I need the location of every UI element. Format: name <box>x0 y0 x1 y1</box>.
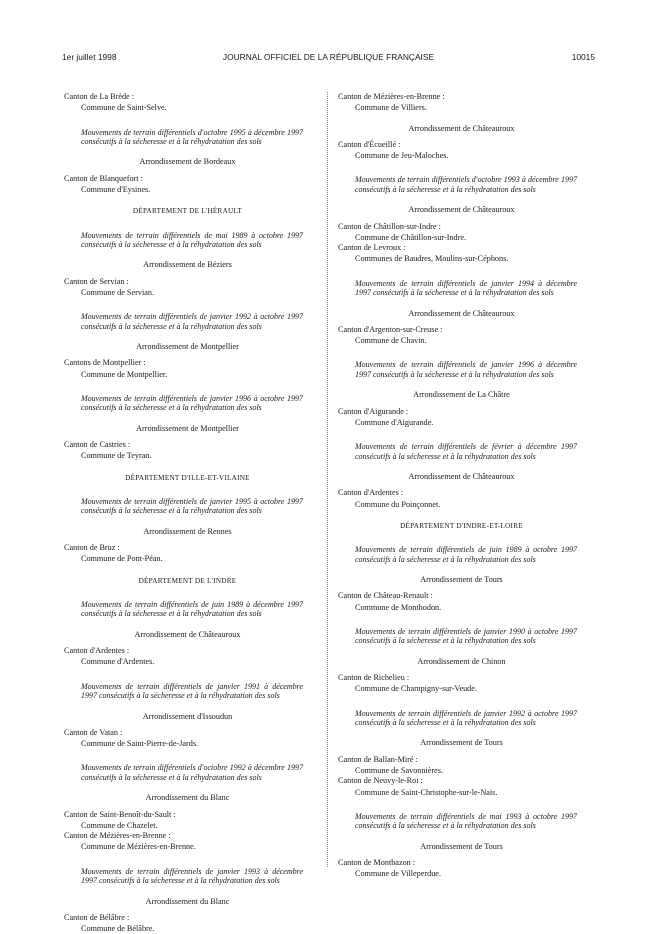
commune-line: Commune de Mézières-en-Brenne. <box>81 842 196 852</box>
canton-line: Canton de La Brède : <box>64 92 135 101</box>
movement-description: Mouvements de terrain différentiels de janvier 1992 à octobre 1997 consécutifs à la sécheresse et à la réhydratation des sols <box>81 312 303 331</box>
canton-line: Canton de Château-Renault : <box>338 591 433 601</box>
commune-line: Commune de Servian. <box>81 288 154 297</box>
canton-line: Canton de Blanquefort : <box>64 173 143 183</box>
arrondissement-heading: Arrondissement de Châteauroux <box>408 205 515 215</box>
department-heading: DÉPARTEMENT D'INDRE-ET-LOIRE <box>400 521 523 530</box>
movement-description: Mouvements de terrain différentiels de janvier 1996 à octobre 1997 consécutifs à la sécheresse et à la réhydratation des sols <box>81 394 303 413</box>
movement-description: Mouvements de terrain différentiels de janvier 1990 à octobre 1997 consécutifs à la sécheresse et à la réhydratation des sols <box>355 626 577 646</box>
movement-description: Mouvements de terrain différentiels de mai 1989 à octobre 1997 consécutifs à la sécheresse et à la réhydratation des sols <box>81 230 303 249</box>
canton-line: Canton d'Écueillé : <box>338 139 401 149</box>
commune-line: Commune de Champigny-sur-Veude. <box>355 684 477 694</box>
arrondissement-heading: Arrondissement de Chinon <box>417 656 506 666</box>
arrondissement-heading: Arrondissement de Châteauroux <box>134 629 241 639</box>
department-heading: DÉPARTEMENT DE L'HÉRAULT <box>132 207 243 216</box>
movement-description: Mouvements de terrain différentiels de janvier 1994 à décembre 1997 consécutifs à la sécheresse et à la réhydratation des sols <box>355 278 577 298</box>
column-divider <box>327 92 328 867</box>
movement-description: Mouvements de terrain différentiels de juin 1989 à octobre 1997 consécutifs à la sécheresse et à la réhydratation des sols <box>355 545 577 564</box>
commune-line: Commune de Savonnières. <box>355 766 443 775</box>
arrondissement-heading: Arrondissement de Montpellier <box>136 423 239 433</box>
movement-description: Mouvements de terrain différentiels de janvier 1993 à décembre 1997 consécutifs à la sécheresse et à la réhydratation des sols <box>81 866 303 886</box>
commune-line: Commune de Châtillon-sur-Indre. <box>355 232 467 242</box>
arrondissement-heading: Arrondissement de Châteauroux <box>408 472 515 481</box>
commune-line: Commune de Saint-Christophe-sur-le-Nais. <box>355 787 498 797</box>
commune-line: Communes de Baudres, Moulins-sur-Céphons. <box>355 254 509 264</box>
movement-description: Mouvements de terrain différentiels d'octobre 1995 à décembre 1997 consécutifs à la sécheresse et à la réhydratation des sols <box>81 127 303 146</box>
canton-line: Canton de Castries : <box>64 440 131 450</box>
canton-line: Canton de Saint-Benoît-du-Sault : <box>64 809 176 819</box>
canton-line: Canton de Montbazon : <box>338 858 416 867</box>
left-column <box>64 92 311 934</box>
commune-line: Commune de Villiers. <box>355 103 427 113</box>
movement-description: Mouvements de terrain différentiels de juin 1989 à décembre 1997 consécutifs à la sécheresse et à la réhydratation des sols <box>81 600 303 619</box>
canton-line: Canton de Châtillon-sur-Indre : <box>338 221 441 231</box>
canton-line: Canton d'Argenton-sur-Creuse : <box>338 324 443 334</box>
movement-description: Mouvements de terrain différentiels de janvier 1991 à décembre 1997 consécutifs à la sécheresse et à la réhydratation des sols <box>81 681 303 701</box>
right-column <box>338 92 585 880</box>
canton-line: Canton de Mézières-en-Brenne : <box>64 831 171 841</box>
arrondissement-heading: Arrondissement du Blanc <box>145 896 230 906</box>
arrondissement-heading: Arrondissement de Tours <box>420 575 503 584</box>
commune-line: Commune de Bélâbre. <box>81 924 155 934</box>
movement-description: Mouvements de terrain différentiels de janvier 1996 à décembre 1997 consécutifs à la sécheresse et à la réhydratation des sols <box>355 360 577 379</box>
commune-line: Commune de Pont-Péan. <box>81 554 163 564</box>
department-heading: DÉPARTEMENT D'ILLE-ET-VILAINE <box>125 473 250 482</box>
arrondissement-heading: Arrondissement d'Issoudun <box>142 711 233 721</box>
commune-line: Commune de Jeu-Maloches. <box>355 151 449 161</box>
canton-line: Canton de Levroux : <box>338 243 406 253</box>
commune-line: Commune de Monthodon. <box>355 602 442 612</box>
movement-description: Mouvements de terrain différentiels d'octobre 1993 à décembre 1997 consécutifs à la sécheresse et à la réhydratation des sols <box>355 175 577 194</box>
canton-line: Canton de Neuvy-le-Roi : <box>338 776 423 786</box>
commune-line: Commune de Saint-Selve. <box>81 103 167 113</box>
page-header <box>62 52 595 66</box>
header-title: JOURNAL OFFICIEL DE LA RÉPUBLIQUE FRANÇAISE <box>222 52 435 62</box>
movement-description: Mouvements de terrain différentiels de janvier 1995 à octobre 1997 consécutifs à la sécheresse et à la réhydratation des sols <box>81 497 303 516</box>
canton-line: Canton d'Ardentes : <box>64 646 130 656</box>
movement-description: Mouvements de terrain différentiels de janvier 1992 à octobre 1997 consécutifs à la sécheresse et à la réhydratation des sols <box>355 708 577 727</box>
canton-line: Canton de Bélâbre : <box>64 912 130 922</box>
arrondissement-heading: Arrondissement de Béziers <box>143 260 232 270</box>
commune-line: Commune d'Ardentes. <box>81 657 155 667</box>
arrondissement-heading: Arrondissement de La Châtre <box>413 390 510 400</box>
arrondissement-heading: Arrondissement du Blanc <box>145 793 230 803</box>
arrondissement-heading: Arrondissement de Tours <box>420 841 503 851</box>
commune-line: Commune de Teyran. <box>81 451 152 461</box>
canton-line: Canton de Mézières-en-Brenne : <box>338 92 445 101</box>
movement-description: Mouvements de terrain différentiels de février à décembre 1997 consécutifs à la sécheresse et à la réhydratation des sols <box>355 442 577 461</box>
canton-line: Canton de Ballan-Miré : <box>338 754 418 764</box>
canton-line: Canton de Servian : <box>64 276 129 286</box>
header-page-number: 10015 <box>571 52 595 62</box>
arrondissement-heading: Arrondissement de Tours <box>420 738 503 748</box>
arrondissement-heading: Arrondissement de Montpellier <box>136 342 239 352</box>
commune-line: Commune du Poinçonnet. <box>355 499 441 509</box>
arrondissement-heading: Arrondissement de Bordeaux <box>139 157 236 167</box>
canton-line: Canton de Richelieu : <box>338 673 410 682</box>
commune-line: Commune de Villeperdue. <box>355 869 441 879</box>
canton-line: Canton de Vatan : <box>64 727 123 737</box>
arrondissement-heading: Arrondissement de Châteauroux <box>408 123 515 133</box>
arrondissement-heading: Arrondissement de Châteauroux <box>408 308 515 318</box>
commune-line: Commune d'Aigurande. <box>355 417 434 427</box>
commune-line: Commune de Chavin. <box>355 336 427 346</box>
canton-line: Canton de Bruz : <box>64 543 120 553</box>
department-heading: DÉPARTEMENT DE L'INDRE <box>138 576 237 585</box>
canton-line: Canton d'Aigurande : <box>338 406 409 416</box>
commune-line: Commune de Chazelet. <box>81 820 158 830</box>
canton-line: Canton d'Ardentes : <box>338 488 404 498</box>
movement-description: Mouvements de terrain différentiels d'octobre 1992 à décembre 1997 consécutifs à la sécheresse et à la réhydratation des sols <box>81 763 303 782</box>
commune-line: Commune d'Eysines. <box>81 185 151 194</box>
commune-line: Commune de Saint-Pierre-de-Jards. <box>81 739 199 749</box>
movement-description: Mouvements de terrain différentiels de mai 1993 à octobre 1997 consécutifs à la sécheresse et à la réhydratation des sols <box>355 811 577 831</box>
commune-line: Commune de Montpellier. <box>81 369 168 379</box>
arrondissement-heading: Arrondissement de Rennes <box>143 526 232 536</box>
canton-line: Cantons de Montpellier : <box>64 358 146 368</box>
header-date: 1er juillet 1998 <box>62 52 117 62</box>
